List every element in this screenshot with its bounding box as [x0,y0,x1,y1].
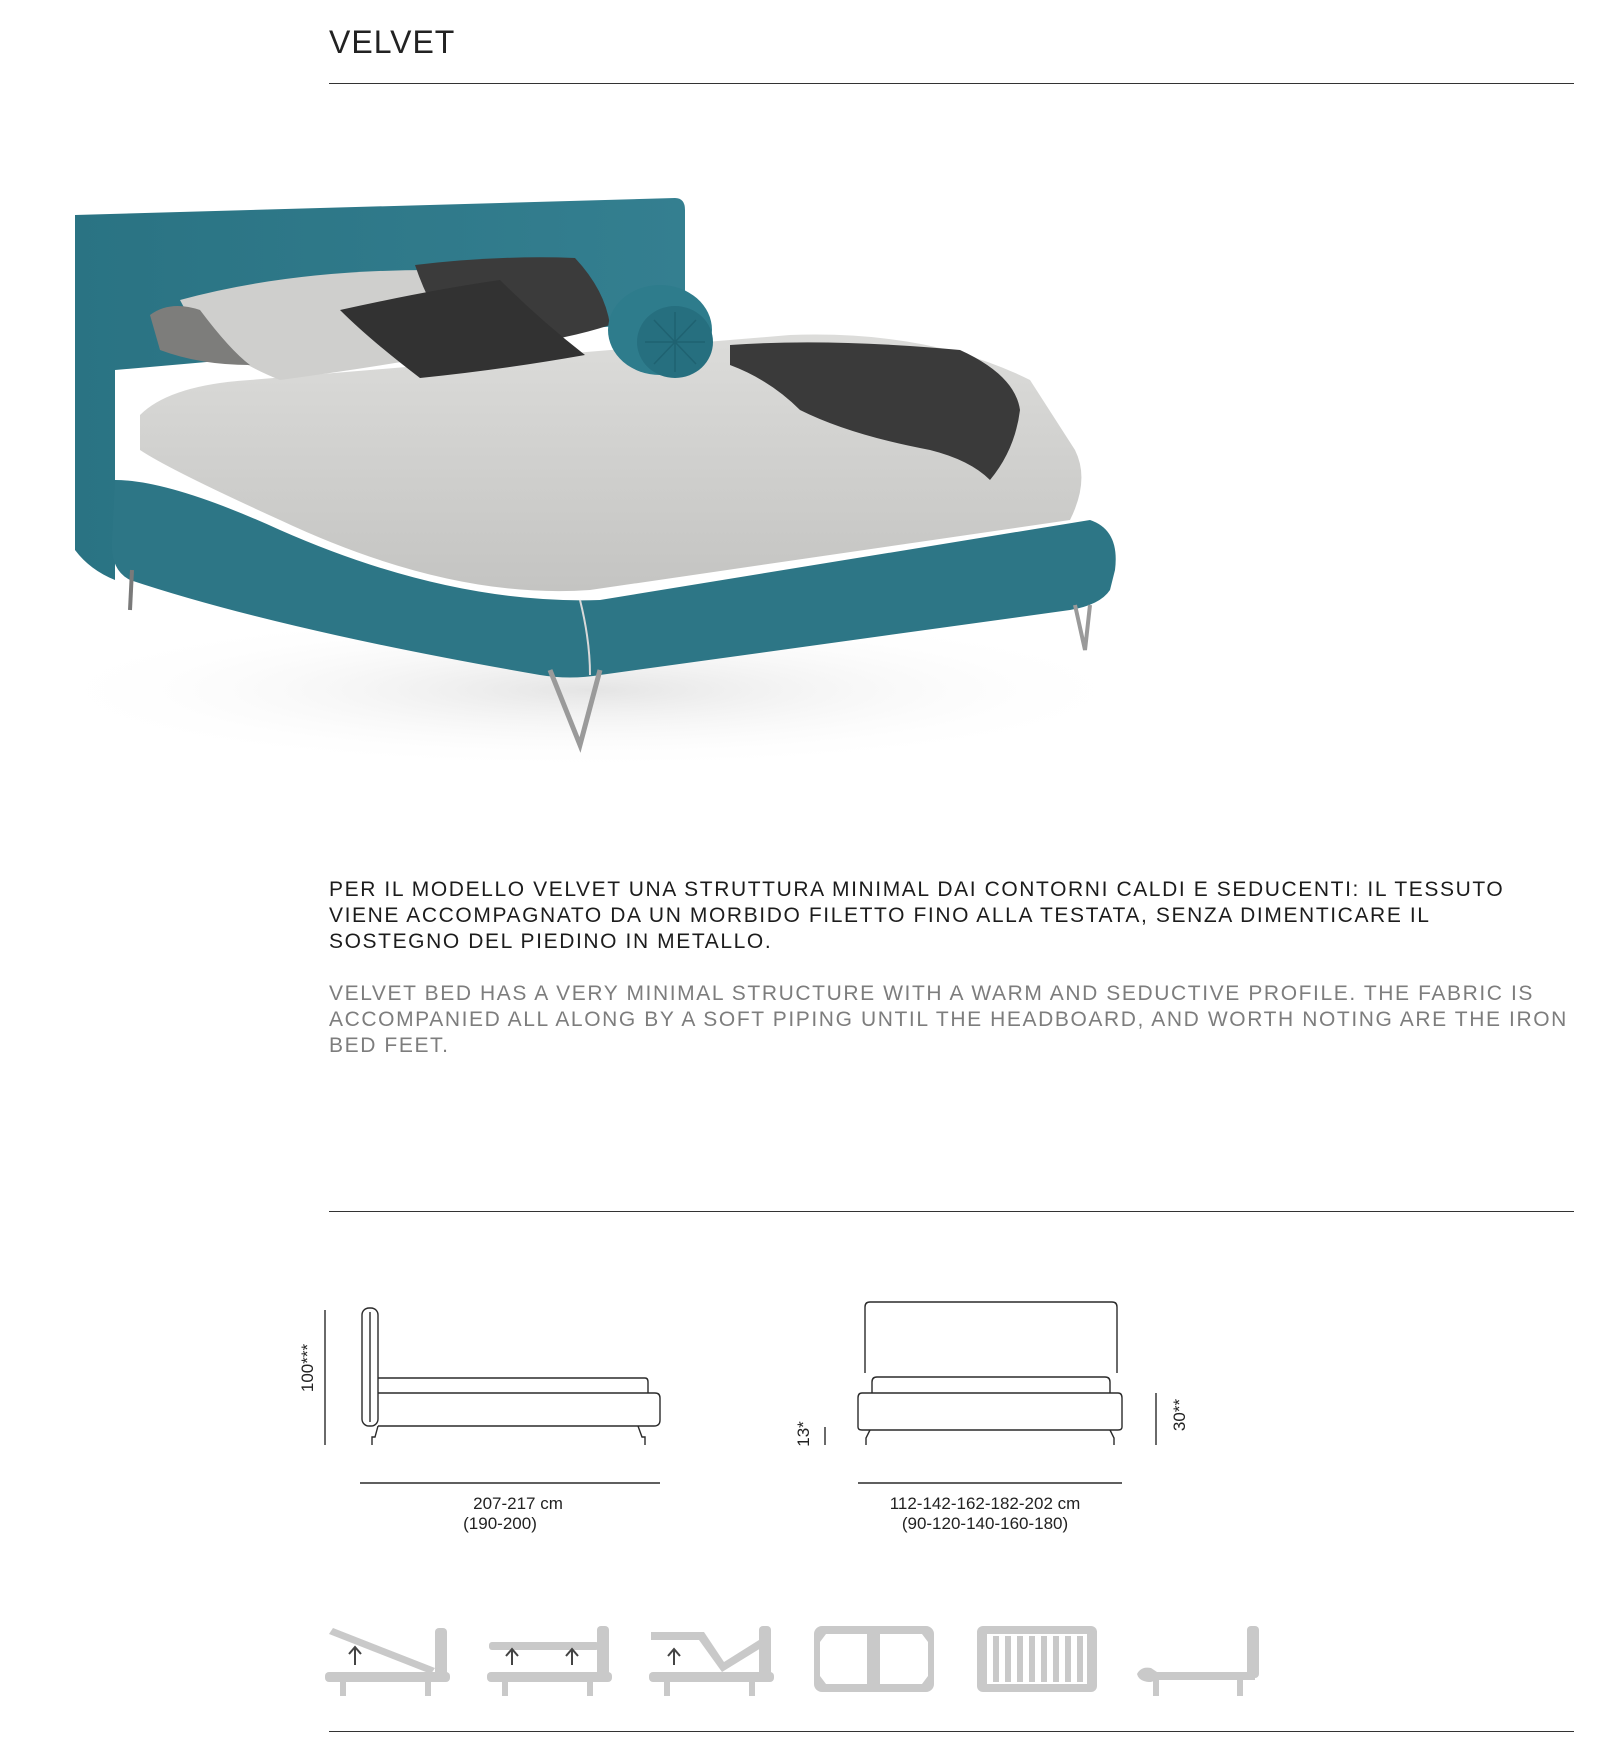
fixed-base-icon [1137,1626,1259,1696]
slatted-base-icon [977,1626,1097,1692]
front-width-label: 112-142-162-182-202 cm [889,1494,1081,1513]
side-length-inner-label: (190-200) [463,1514,537,1533]
double-lift-storage-icon [487,1626,612,1696]
front-frame-label: 30** [1170,1398,1189,1432]
lift-up-storage-icon [325,1628,450,1696]
divider-middle [329,1211,1574,1212]
page-title: VELVET [329,24,456,60]
description-english: VELVET BED HAS A VERY MINIMAL STRUCTURE WITH A WARM AND SEDUCTIVE PROFILE. THE FABRIC IS ACCOMPANIED ALL ALONG BY A SOFT PIPING UNTIL THE HEADBOARD, AND WORTH NOTING ARE THE IRON BED FEET. [329,982,1568,1057]
bed-product-image [30,150,1260,790]
side-view-drawing [325,1308,660,1483]
front-view-drawing [825,1302,1156,1483]
lift-headrest-storage-icon [649,1626,774,1696]
divider-top [329,83,1574,84]
drawer-base-icon [814,1626,934,1692]
description-italian: PER IL MODELLO VELVET UNA STRUTTURA MINIMAL DAI CONTORNI CALDI E SEDUCENTI: IL TESSUTO VIENE ACCOMPAGNATO DA UN MORBIDO FILETTO FINO ALLA TESTATA, SENZA DIMENTICARE IL SOSTEGNO DEL PIEDINO IN METALLO. [329,878,1505,953]
side-length-label: 207-217 cm [473,1494,563,1513]
divider-bottom [329,1731,1574,1732]
side-height-label: 100*** [298,1343,317,1393]
base-type-icons [325,1620,1275,1700]
front-leg-label: 13* [794,1421,813,1447]
front-width-inner-label: (90-120-140-160-180) [901,1514,1069,1533]
